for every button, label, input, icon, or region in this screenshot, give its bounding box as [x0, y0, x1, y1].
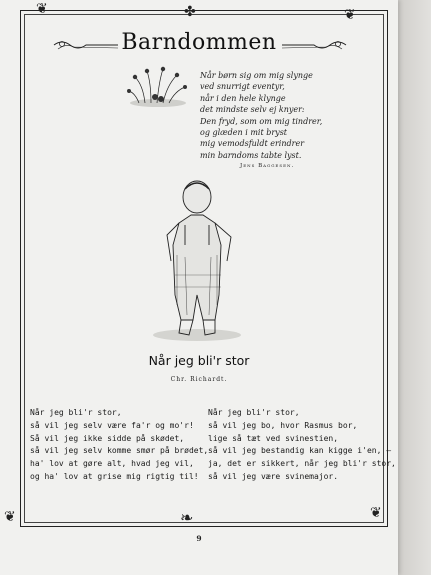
verse-line: Så vil jeg ikke sidde på skødet, [30, 433, 185, 443]
verse-line: så vil jeg selv komme smør på brødet, [30, 446, 209, 456]
poem-line: min barndoms tabte lyst. [200, 150, 302, 160]
verse-line: så vil jeg bo, hvor Rasmus bor, [208, 420, 358, 430]
verse-left [30, 407, 208, 484]
song-author: Chr. Richardt. [170, 376, 228, 383]
verse-line: og ha' lov at grise mig rigtig til! [30, 471, 199, 481]
poem-line: ved snurrigt eventyr, [200, 82, 285, 92]
page-number: 9 [196, 534, 202, 543]
poem-line: mig vemodsfuldt erindrer [200, 139, 305, 149]
verse-right [208, 407, 396, 484]
verse-line: så vil jeg bestandig kan kigge i'en, – [208, 446, 392, 456]
corner-ornament-icon: ❦ [4, 509, 16, 525]
song-title: Når jeg bli'r stor [148, 353, 250, 368]
child-illustration-icon [145, 175, 245, 345]
bottom-ornament-icon: ❧ [180, 508, 194, 527]
poem-line: når i den hele klynge [200, 93, 286, 103]
corner-ornament-icon: ❦ [344, 7, 356, 23]
page-title: Barndommen [121, 30, 277, 55]
intro-poem [200, 70, 380, 161]
plant-illustration-icon [125, 65, 191, 109]
verse-line: Når jeg bli'r stor, [30, 408, 122, 417]
corner-ornament-icon: ❦ [370, 505, 382, 521]
verse-line: så vil jeg være svinemajor. [208, 471, 339, 481]
verse-line: Når jeg bli'r stor, [208, 408, 300, 417]
verse-line: så vil jeg selv være fa'r og mo'r! [30, 420, 194, 430]
background-surface [395, 0, 431, 575]
poem-line: det mindste selv ej knyer: [200, 105, 305, 115]
top-ornament-icon: ✤ [184, 4, 196, 20]
poem-line: og glæden i mit bryst [200, 128, 288, 138]
corner-ornament-icon: ❦ [36, 1, 48, 17]
poem-line: Når børn sig om mig slynge [200, 71, 313, 80]
verse-line: ha' lov at gøre alt, hvad jeg vil, [30, 459, 194, 469]
verse-line: ja, det er sikkert, når jeg bli'r stor, [208, 459, 396, 469]
poem-line: Den fryd, som om mig tindrer, [200, 116, 323, 126]
verse-line: lige så tæt ved svinestien, [208, 433, 339, 443]
poem-author: Jens Baggesen. [240, 163, 295, 169]
